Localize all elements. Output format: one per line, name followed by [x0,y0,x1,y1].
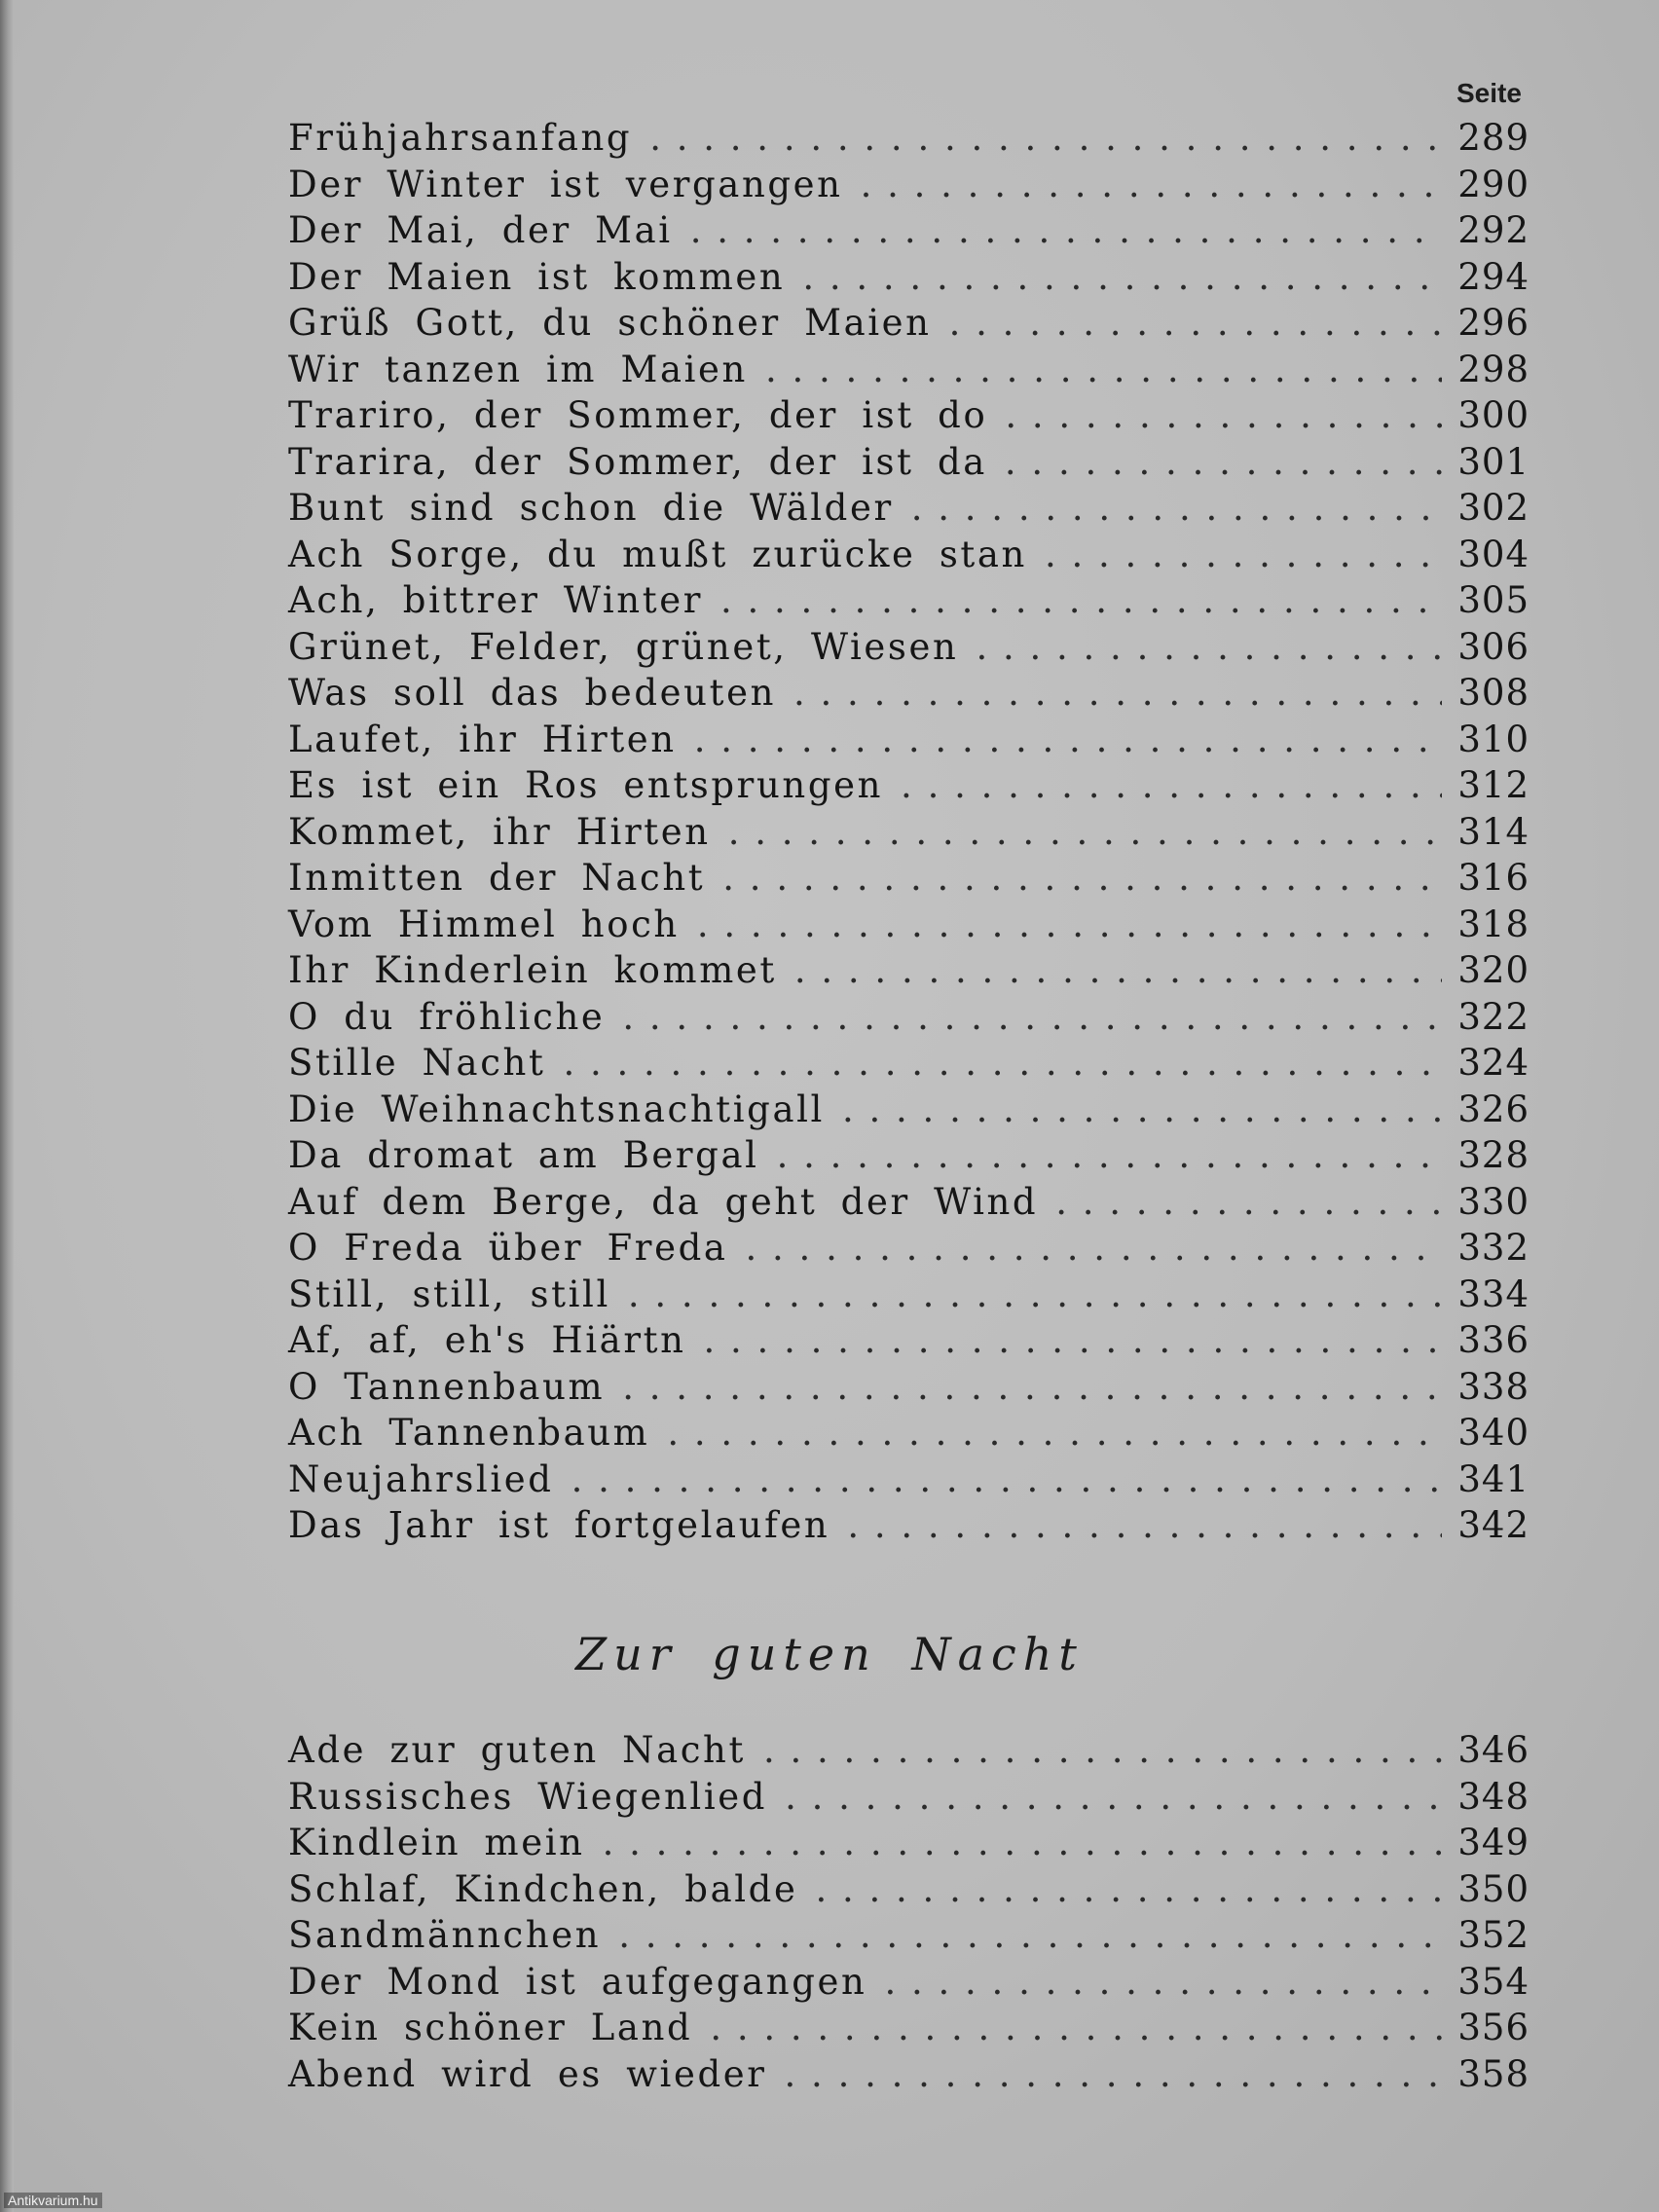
toc-entry-page-number: 300 [1457,394,1530,436]
source-watermark: Antikvarium.hu [4,2193,102,2208]
toc-entry [288,117,1530,164]
section-heading: Zur guten Nacht [575,1628,1084,1680]
toc-entry-title: Da dromat am Bergal [288,1134,759,1176]
dot-leader [563,1042,1442,1084]
toc-entry [288,2007,1530,2053]
toc-entry-page-number: 336 [1457,1319,1530,1361]
dot-leader [861,164,1442,205]
dot-leader [720,579,1442,621]
toc-entry-page-number: 349 [1457,1822,1530,1863]
toc-entry-page-number: 318 [1457,903,1530,945]
toc-entry [288,996,1530,1043]
dot-leader [1055,1181,1442,1223]
page-column-header: Seite [1456,78,1522,108]
toc-entry-title: O du fröhliche [288,995,606,1038]
dot-leader [901,764,1442,806]
toc-entry-title: Sandmännchen [288,1914,602,1956]
dot-leader [694,719,1442,760]
toc-entry-title: Vom Himmel hoch [288,903,680,945]
dot-leader [622,996,1442,1038]
toc-entry-title: O Freda über Freda [288,1227,728,1269]
dot-leader [949,302,1442,344]
toc-entry-page-number: 356 [1457,2007,1530,2048]
dot-leader [794,949,1442,991]
toc-entry [288,256,1530,303]
toc-entry-page-number: 298 [1457,348,1530,390]
toc-entry-page-number: 358 [1457,2052,1530,2095]
toc-entry-page-number: 310 [1457,718,1530,760]
toc-entry [288,949,1530,996]
toc-entry-title: Abend wird es wieder [288,2052,767,2095]
toc-entry-title: Ihr Kinderlein kommet [288,949,777,991]
toc-entry-title: Neujahrslied [288,1457,554,1500]
dot-leader [622,1366,1442,1408]
dot-leader [802,256,1442,298]
toc-entry-page-number: 294 [1457,255,1530,298]
dot-leader [704,1319,1442,1361]
dot-leader [793,672,1442,714]
toc-entry [288,1868,1530,1915]
toc-entry [288,764,1530,811]
toc-entry-page-number: 296 [1457,302,1530,344]
toc-entry-page-number: 308 [1457,672,1530,714]
toc-entry [288,534,1530,580]
toc-entry-page-number: 314 [1457,810,1530,853]
toc-entry-page-number: 338 [1457,1365,1530,1408]
toc-entry [288,857,1530,903]
dot-leader [697,903,1442,945]
dot-leader [722,857,1442,899]
dot-leader [728,811,1442,853]
toc-entry-page-number: 316 [1457,857,1530,899]
toc-entry-title: Inmitten der Nacht [288,857,706,899]
dot-leader [1005,441,1442,483]
toc-entry-title: Der Winter ist vergangen [288,163,843,205]
toc-entry-page-number: 292 [1457,209,1530,251]
toc-entry-title: Ach, bittrer Winter [288,579,703,621]
toc-entry-page-number: 352 [1457,1914,1530,1956]
toc-entry-title: Bunt sind schon die Wälder [288,487,894,529]
toc-entry-page-number: 302 [1457,487,1530,529]
toc-entry [288,1729,1530,1776]
toc-entry-page-number: 341 [1457,1457,1530,1500]
toc-entry [288,672,1530,719]
dot-leader [618,1914,1442,1956]
toc-entry-title: Der Maien ist kommen [288,255,786,298]
table-of-contents-part-2 [288,1729,1530,2099]
dot-leader [785,1776,1442,1818]
toc-entry [288,1134,1530,1181]
toc-entry-page-number: 350 [1457,1867,1530,1910]
toc-entry-title: Schlaf, Kindchen, balde [288,1867,798,1910]
dot-leader [690,209,1442,251]
toc-entry [288,394,1530,441]
toc-entry-page-number: 342 [1457,1504,1530,1546]
toc-entry [288,811,1530,858]
toc-entry-title: Stille Nacht [288,1042,546,1084]
toc-entry-page-number: 332 [1457,1227,1530,1269]
dot-leader [649,117,1442,159]
toc-entry-page-number: 304 [1457,533,1530,575]
toc-entry [288,349,1530,395]
dot-leader [763,1729,1442,1771]
toc-entry-page-number: 305 [1457,579,1530,621]
dot-leader [777,1134,1442,1176]
toc-entry-page-number: 320 [1457,949,1530,991]
toc-entry-page-number: 328 [1457,1134,1530,1176]
toc-entry-title: Was soll das bedeuten [288,672,776,714]
toc-entry [288,441,1530,488]
toc-entry-title: Grünet, Felder, grünet, Wiesen [288,625,959,668]
dot-leader [710,2007,1442,2048]
dot-leader [765,349,1442,390]
toc-entry-title: Auf dem Berge, da geht der Wind [288,1180,1039,1223]
toc-entry [288,1776,1530,1823]
toc-entry [288,164,1530,210]
toc-entry-page-number: 322 [1457,995,1530,1038]
toc-entry-page-number: 289 [1457,117,1530,159]
toc-entry-title: Still, still, still [288,1272,610,1315]
toc-entry-title: Laufet, ihr Hirten [288,718,677,760]
dot-leader [628,1273,1442,1315]
toc-entry-title: Der Mond ist aufgegangen [288,1960,867,2003]
toc-entry-title: Af, af, eh's Hiärtn [288,1319,686,1361]
toc-entry-page-number: 301 [1457,440,1530,483]
toc-entry-title: Ach Tannenbaum [288,1412,650,1454]
toc-entry [288,1273,1530,1320]
toc-entry-title: Kommet, ihr Hirten [288,810,711,853]
table-of-contents-part-1 [288,117,1530,1551]
toc-entry-title: Kindlein mein [288,1822,585,1863]
toc-entry-page-number: 340 [1457,1412,1530,1454]
toc-entry-title: Wir tanzen im Maien [288,348,748,390]
toc-entry [288,1181,1530,1228]
page-edge-shadow [0,0,14,2212]
toc-entry [288,903,1530,950]
toc-entry-title: Das Jahr ist fortgelaufen [288,1504,830,1546]
toc-entry-title: Die Weihnachtsnachtigall [288,1088,825,1130]
toc-entry [288,1319,1530,1366]
toc-entry-page-number: 330 [1457,1180,1530,1223]
toc-entry [288,487,1530,534]
dot-leader [884,1961,1442,2003]
toc-entry [288,302,1530,349]
dot-leader [571,1458,1442,1500]
toc-entry [288,719,1530,765]
toc-entry [288,1227,1530,1273]
dot-leader [746,1227,1442,1269]
toc-entry [288,1088,1530,1135]
toc-entry [288,1914,1530,1961]
toc-entry [288,1412,1530,1458]
toc-entry-title: Der Mai, der Mai [288,209,673,251]
toc-entry-page-number: 306 [1457,625,1530,668]
toc-entry-page-number: 312 [1457,764,1530,806]
dot-leader [785,2053,1442,2095]
toc-entry-title: Trarira, der Sommer, der ist da [288,440,987,483]
toc-entry [288,1822,1530,1868]
dot-leader [842,1088,1442,1130]
toc-entry-title: Kein schöner Land [288,2007,693,2048]
toc-entry-title: Trariro, der Sommer, der ist do [288,394,988,436]
toc-entry-title: Frühjahrsanfang [288,117,633,159]
dot-leader [1005,394,1442,436]
toc-entry-page-number: 326 [1457,1088,1530,1130]
toc-entry-title: Grüß Gott, du schöner Maien [288,302,932,344]
toc-entry-title: Russisches Wiegenlied [288,1775,768,1818]
toc-entry [288,1458,1530,1505]
dot-leader [603,1822,1442,1863]
toc-entry [288,1961,1530,2008]
toc-entry-page-number: 354 [1457,1960,1530,2003]
dot-leader [847,1504,1442,1546]
toc-entry [288,1504,1530,1551]
toc-entry [288,579,1530,626]
toc-entry-page-number: 324 [1457,1042,1530,1084]
toc-entry-title: O Tannenbaum [288,1365,606,1408]
toc-entry [288,1366,1530,1413]
toc-entry-page-number: 290 [1457,163,1530,205]
toc-entry-title: Ade zur guten Nacht [288,1729,746,1771]
dot-leader [976,626,1442,668]
toc-entry [288,2053,1530,2100]
dot-leader [667,1412,1442,1454]
dot-leader [1045,534,1442,575]
toc-entry [288,209,1530,256]
dot-leader [911,487,1442,529]
dot-leader [815,1868,1442,1910]
toc-entry [288,626,1530,673]
toc-entry-page-number: 346 [1457,1729,1530,1771]
toc-entry [288,1042,1530,1088]
toc-entry-page-number: 348 [1457,1775,1530,1818]
toc-entry-title: Es ist ein Ros entsprungen [288,764,884,806]
toc-entry-title: Ach Sorge, du mußt zurücke stan [288,533,1027,575]
toc-entry-page-number: 334 [1457,1272,1530,1315]
